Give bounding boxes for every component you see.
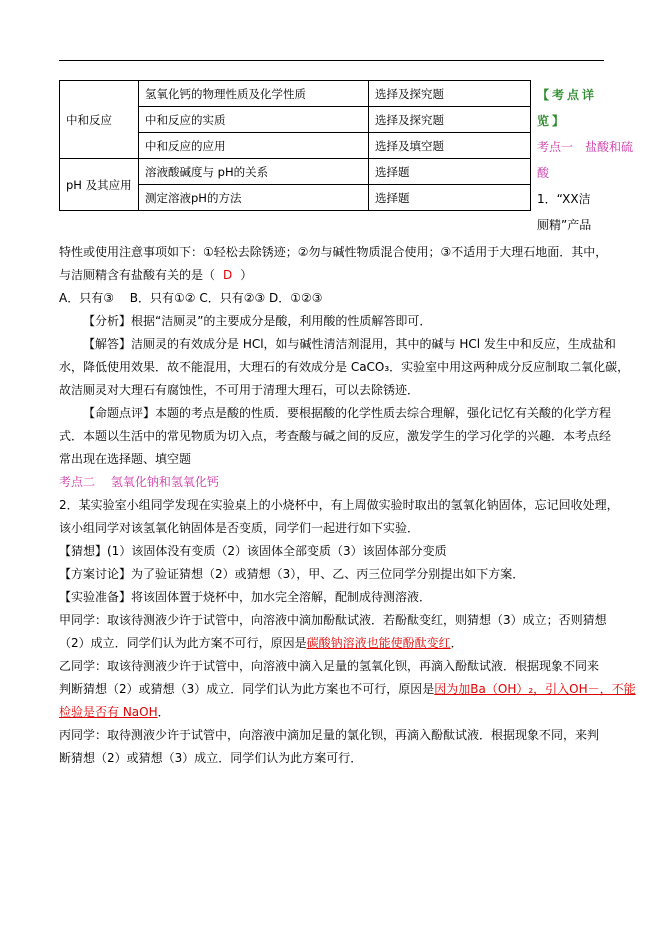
q1-solution-cont: 水，降低使用效果．故不能混用，大理石的有效成分是 CaCO₃．实验室中用这两种成分反应制取二氧化碳， [59,360,630,374]
yi-reason-cont [59,701,607,724]
q1-text: 特性或使用注意事项如下：①轻松去除锈迹；②勿与碱性物质混合使用；③不适用于大理石地面．其中， [59,245,608,259]
bing-text-cont: 断猜想（2）或猜想（3）成立．同学们认为此方案可行． [59,751,363,765]
yi-answer-cont: 检验是否有 NaOH [59,705,158,719]
table-cell-category: pH 及其应用 [60,159,139,211]
table-cell-category: 中和反应 [60,81,139,159]
q2-plan: 【方案讨论】为了验证猜想（2）或猜想（3），甲、乙、丙三位同学分别提出如下方案． [59,567,525,581]
table-cell-content: 测定溶液pH的方法 [139,185,369,211]
q1-question-close: ） [240,268,253,282]
q1-answer: D [223,268,233,282]
yi-reason-text: 判断猜想（2）或猜想（3）成立．同学们认为此方案也不可行，原因是 [59,682,435,696]
q1-options: A．只有③ B．只有①② C．只有②③ D．①②③ [59,291,323,305]
q2-guess: 【猜想】(1）该固体没有变质（2）该固体全部变质（3）该固体部分变质 [59,544,447,558]
side-column [537,82,634,238]
kaodian-heading: 【考点详 [537,88,598,102]
jia-reason-text: （2）成立．同学们认为此方案不可行，原因是 [59,636,307,650]
main-body [59,241,636,770]
jia-reason-end: ． [450,636,463,650]
table-cell-content: 溶液酸碱度与 pH的关系 [139,159,369,185]
kaodian-heading-cont: 览】 [537,114,568,128]
q1-comment: 【命题点评】本题的考点是酸的性质．要根据酸的化学性质去综合理解，强化记忆有关酸的化学方程 [83,406,612,420]
yi-answer: 因为加Ba（OH）₂，引入OH－，不能 [434,682,636,696]
jia-answer: 碳酸钠溶液也能使酚酞变红 [306,636,451,650]
q1-solution: 【解答】洁厕灵的有效成分是 HCl，如与碱性清洁剂混用，其中的碱与 HCl 发生中和反应，生成盐和 [83,337,616,351]
table-row [60,159,531,185]
yi-reason [59,678,636,701]
yi-reason-end: ． [157,705,170,719]
q1-question-text: 与洁厕精含有盐酸有关的是（ [59,268,216,282]
q2-text: 2．某实验室小组同学发现在实验桌上的小烧杯中，有上周做实验时取出的氢氧化钠固体，忘记回收处理， [59,498,619,512]
topic-table [59,80,531,211]
bing-text: 丙同学：取待测液少许于试管中，向溶液中滴加足量的氯化钡，再滴入酚酞试液．根据现象不同，来判 [59,728,600,742]
table-cell-type: 选择及填空题 [369,133,531,159]
point1-heading: 考点一 盐酸和硫 [537,140,634,154]
table-cell-content: 氢氧化钙的物理性质及化学性质 [139,81,369,107]
q1-analysis: 【分析】根据“洁厕灵”的主要成分是酸，利用酸的性质解答即可． [83,314,432,328]
table-cell-type: 选择题 [369,159,531,185]
table-row [60,81,531,107]
yi-text: 乙同学：取该待测液少许于试管中，向溶液中滴入足量的氢氧化钡，再滴入酚酞试液．根据现象不同来 [59,659,600,673]
table-cell-type: 选择及探究题 [369,81,531,107]
q1-solution-cont: 故洁厕灵对大理石有腐蚀性，不可用于清理大理石，可以去除锈迹． [59,383,420,397]
q1-start: 1．“XX洁 [537,192,591,206]
table-cell-type: 选择及探究题 [369,107,531,133]
table-cell-content: 中和反应的应用 [139,133,369,159]
jia-text: 甲同学：取该待测液少许于试管中，向溶液中滴加酚酞试液．若酚酞变红，则猜想（3）成立；否则猜想 [59,613,607,627]
q2-text-cont: 该小组同学对该氢氧化钠固体是否变质，同学们一起进行如下实验． [59,521,420,535]
q1-comment-cont: 式．本题以生活中的常见物质为切入点，考查酸与碱之间的反应，激发学生的学习化学的兴趣．本考点经 [59,429,612,443]
q1-question [59,264,607,287]
table-cell-type: 选择题 [369,185,531,211]
jia-reason [59,632,607,655]
header-rule [59,60,604,61]
table-cell-content: 中和反应的实质 [139,107,369,133]
point2-heading: 考点二 氢氧化钠和氢氧化钙 [59,475,219,489]
q1-comment-cont: 常出现在选择题、填空题 [59,452,192,466]
q2-prep: 【实验准备】将该固体置于烧杯中，加水完全溶解，配制成待测溶液． [59,590,432,604]
q1-start-cont: 厕精”产品 [537,218,592,232]
point1-heading-cont: 酸 [537,166,550,180]
